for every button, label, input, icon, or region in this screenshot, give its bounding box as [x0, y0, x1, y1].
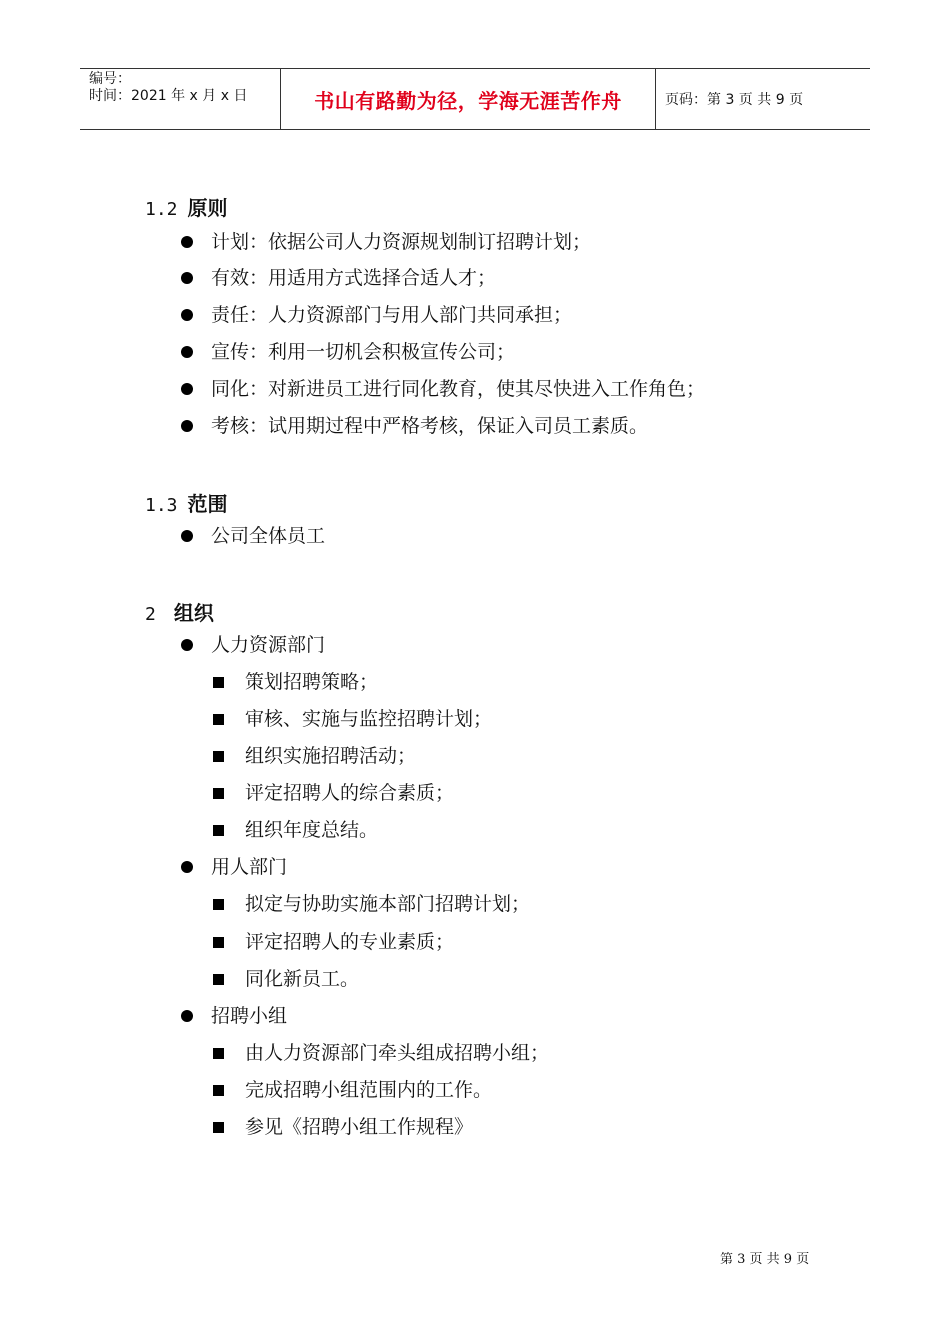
doc-number-label: 编号： — [89, 71, 131, 87]
footer-page-number: 第 3 页 共 9 页 — [720, 1252, 810, 1267]
section-heading-principles — [145, 192, 228, 221]
list-item-text: 由人力资源部门牵头组成招聘小组； — [245, 1042, 550, 1064]
list-item-text: 评定招聘人的专业素质； — [245, 931, 455, 953]
list-item-text: 完成招聘小组范围内的工作。 — [245, 1079, 493, 1101]
sub-list-item — [245, 707, 492, 731]
list-item-text: 策划招聘策略； — [245, 671, 379, 693]
section-heading-organization — [145, 597, 214, 626]
list-item — [211, 266, 496, 290]
list-item-text: 人力资源部门 — [211, 634, 326, 656]
sub-list-item — [245, 967, 359, 991]
bullet-square-icon — [213, 1122, 224, 1133]
bullet-square-icon — [213, 751, 224, 762]
bullet-dot-icon — [181, 420, 193, 432]
list-item — [211, 230, 591, 254]
header-meta — [80, 69, 281, 129]
sub-list-item — [245, 781, 454, 805]
list-item-text: 宣传：利用一切机会积极宣传公司； — [211, 341, 516, 363]
list-item — [211, 303, 572, 327]
bullet-dot-icon — [181, 346, 193, 358]
bullet-square-icon — [213, 899, 224, 910]
page-footer — [720, 1248, 809, 1267]
list-item-text: 计划：依据公司人力资源规划制订招聘计划； — [211, 231, 592, 253]
list-item — [211, 377, 705, 401]
list-item-text: 参见《招聘小组工作规程》 — [245, 1116, 474, 1138]
section-heading-scope — [145, 488, 228, 517]
bullet-square-icon — [213, 937, 224, 948]
list-item-text: 用人部门 — [211, 856, 288, 878]
list-item-text: 有效：用适用方式选择合适人才； — [211, 267, 497, 289]
section-number: 2 — [145, 604, 156, 625]
doc-time-label: 时间：2021 年 x 月 x 日 — [89, 88, 248, 104]
list-item-text: 同化新员工。 — [245, 968, 360, 990]
sub-list-item — [245, 1041, 549, 1065]
list-item-text: 招聘小组 — [211, 1005, 288, 1027]
list-item-text: 同化：对新进员工进行同化教育，使其尽快进入工作角色； — [211, 378, 706, 400]
bullet-square-icon — [213, 677, 224, 688]
list-item-text: 拟定与协助实施本部门招聘计划； — [245, 893, 531, 915]
section-title: 范围 — [187, 492, 228, 516]
bullet-dot-icon — [181, 1010, 193, 1022]
bullet-square-icon — [213, 1085, 224, 1096]
sub-list-item — [245, 930, 454, 954]
sub-list-item — [245, 744, 416, 768]
bullet-square-icon — [213, 1048, 224, 1059]
list-item — [211, 633, 325, 657]
bullet-dot-icon — [181, 236, 193, 248]
page-header — [80, 68, 870, 130]
bullet-dot-icon — [181, 309, 193, 321]
section-number: 1.3 — [145, 495, 178, 516]
sub-list-item — [245, 670, 378, 694]
bullet-square-icon — [213, 974, 224, 985]
list-item-text: 审核、实施与监控招聘计划； — [245, 708, 493, 730]
bullet-dot-icon — [181, 383, 193, 395]
bullet-square-icon — [213, 714, 224, 725]
list-item-text: 考核：试用期过程中严格考核，保证入司员工素质。 — [211, 415, 649, 437]
bullet-dot-icon — [181, 861, 193, 873]
section-title: 组织 — [173, 601, 214, 625]
list-item-text: 组织实施招聘活动； — [245, 745, 417, 767]
bullet-square-icon — [213, 788, 224, 799]
bullet-dot-icon — [181, 530, 193, 542]
bullet-dot-icon — [181, 272, 193, 284]
list-item-text: 组织年度总结。 — [245, 819, 379, 841]
list-item — [211, 524, 325, 548]
header-motto: 书山有路勤为径，学海无涯苦作舟 — [314, 88, 622, 113]
header-page-number: 页码：第 3 页 共 9 页 — [665, 92, 804, 108]
list-item — [211, 855, 287, 879]
list-item — [211, 414, 648, 438]
list-item — [211, 1004, 287, 1028]
sub-list-item — [245, 1078, 492, 1102]
header-page-cell — [656, 69, 870, 129]
header-motto-cell — [281, 69, 656, 129]
section-title: 原则 — [187, 196, 228, 220]
bullet-dot-icon — [181, 639, 193, 651]
list-item-text: 公司全体员工 — [211, 525, 326, 547]
list-item-text: 责任：人力资源部门与用人部门共同承担； — [211, 304, 573, 326]
sub-list-item — [245, 892, 530, 916]
sub-list-item — [245, 818, 378, 842]
list-item — [211, 340, 515, 364]
section-number: 1.2 — [145, 199, 178, 220]
bullet-square-icon — [213, 825, 224, 836]
sub-list-item — [245, 1115, 473, 1139]
list-item-text: 评定招聘人的综合素质； — [245, 782, 455, 804]
